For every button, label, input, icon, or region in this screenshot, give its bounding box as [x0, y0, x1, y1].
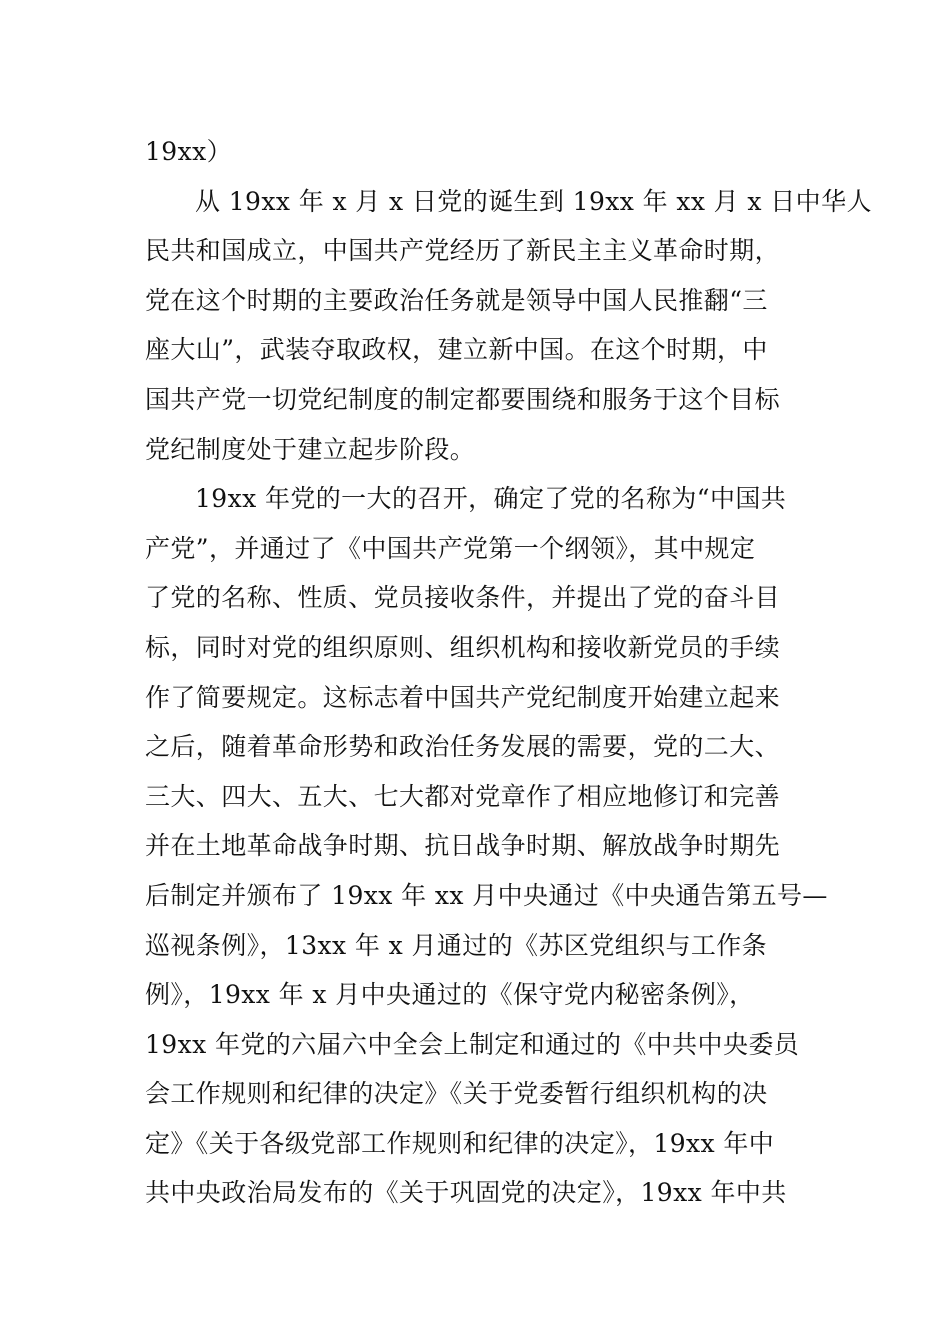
- body-text: [145, 127, 872, 1218]
- paragraph-first-line: 从 19xx 年 x 月 x 日党的诞生到 19xx 年 xx 月 x 日中华人: [195, 186, 872, 216]
- text-line: 并在土地革命战争时期、抗日战争时期、解放战争时期先: [145, 831, 781, 861]
- text-line: 巡视条例》，13xx 年 x 月通过的《苏区党组织与工作条: [145, 930, 768, 960]
- text-line: 党在这个时期的主要政治任务就是领导中国人民推翻“三: [145, 285, 768, 315]
- text-line: 定》《关于各级党部工作规则和纪律的决定》，19xx 年中: [145, 1128, 775, 1158]
- text-line: 作了简要规定。这标志着中国共产党纪制度开始建立起来: [145, 682, 781, 712]
- text-line: 产党”，并通过了《中国共产党第一个纲领》，其中规定: [145, 533, 756, 563]
- text-line: 座大山”，武装夺取政权，建立新中国。在这个时期，中: [145, 335, 768, 365]
- text-line: 民共和国成立，中国共产党经历了新民主主义革命时期，: [145, 236, 781, 266]
- text-line: 国共产党一切党纪制度的制定都要围绕和服务于这个目标: [145, 384, 781, 414]
- text-line: 了党的名称、性质、党员接收条件，并提出了党的奋斗目: [145, 583, 781, 613]
- text-line: 标，同时对党的组织原则、组织机构和接收新党员的手续: [145, 632, 781, 662]
- text-line: 党纪制度处于建立起步阶段。: [145, 434, 476, 464]
- paragraph-first-line: 19xx 年党的一大的召开，确定了党的名称为“中国共: [195, 484, 787, 514]
- text-line: 19xx）: [145, 137, 233, 166]
- text-line: 三大、四大、五大、七大都对党章作了相应地修订和完善: [145, 781, 781, 811]
- text-line: 例》，19xx 年 x 月中央通过的《保守党内秘密条例》，: [145, 980, 755, 1010]
- text-line: 19xx 年党的六届六中全会上制定和通过的《中共中央委员: [145, 1029, 800, 1059]
- text-line: 会工作规则和纪律的决定》《关于党委暂行组织机构的决: [145, 1079, 768, 1109]
- text-line: 后制定并颁布了 19xx 年 xx 月中央通过《中央通告第五号—: [145, 880, 828, 910]
- text-line: 共中央政治局发布的《关于巩固党的决定》，19xx 年中共: [145, 1178, 787, 1208]
- text-line: 之后，随着革命形势和政治任务发展的需要，党的二大、: [145, 732, 781, 762]
